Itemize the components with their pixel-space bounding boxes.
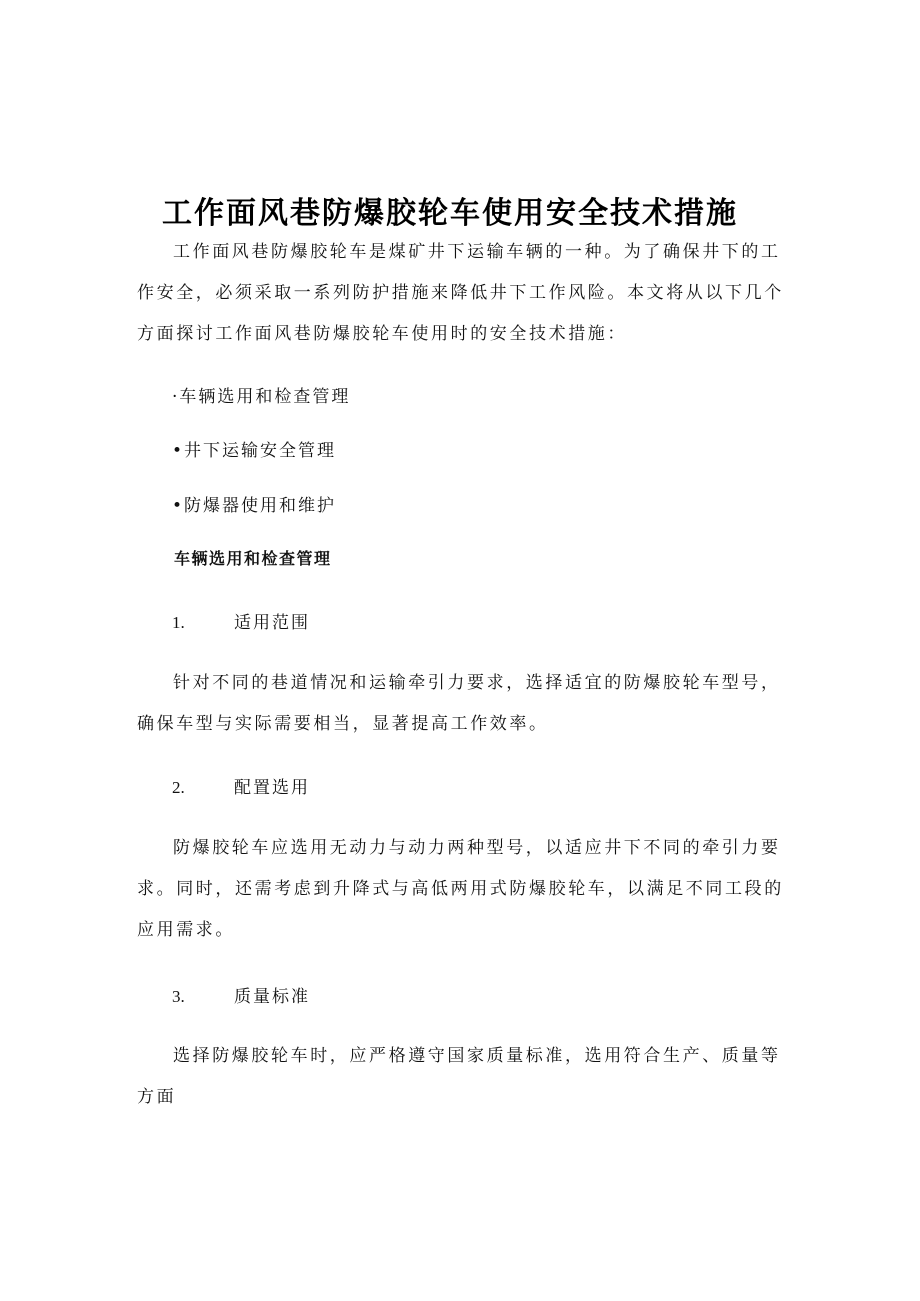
bullet-item: •井下运输安全管理 xyxy=(172,441,337,461)
item-label: 质量标准 xyxy=(234,987,310,1007)
body-paragraph: 针对不同的巷道情况和运输牵引力要求，选择适宜的防爆胶轮车型号，确保车型与实际需要相当，显著提高工作效率。 xyxy=(137,673,781,734)
bullet-item: •防爆器使用和维护 xyxy=(172,496,337,516)
body-paragraph: 防爆胶轮车应选用无动力与动力两种型号，以适应井下不同的牵引力要求。同时，还需考虑到升降式与高低两用式防爆胶轮车，以满足不同工段的应用需求。 xyxy=(137,838,784,940)
numbered-subheading xyxy=(172,608,310,633)
body-paragraph: 选择防爆胶轮车时，应严格遵守国家质量标准，选用符合生产、质量等方面 xyxy=(137,1046,781,1107)
bullet-item: ·车辆选用和检查管理 xyxy=(172,387,351,407)
item-number: 2. xyxy=(172,778,185,797)
item-label: 配置选用 xyxy=(234,778,310,798)
numbered-subheading xyxy=(172,982,310,1007)
item-label: 适用范围 xyxy=(234,613,310,633)
numbered-subheading xyxy=(172,773,310,798)
document-title: 工作面风巷防爆胶轮车使用安全技术措施 xyxy=(162,196,738,231)
section-heading: 车辆选用和检查管理 xyxy=(174,549,332,568)
item-number: 1. xyxy=(172,613,185,632)
intro-paragraph: 工作面风巷防爆胶轮车是煤矿井下运输车辆的一种。为了确保井下的工作安全，必须采取一系列防护措施来降低井下工作风险。本文将从以下几个方面探讨工作面风巷防爆胶轮车使用时的安全技术措施： xyxy=(137,242,784,344)
item-number: 3. xyxy=(172,987,185,1006)
